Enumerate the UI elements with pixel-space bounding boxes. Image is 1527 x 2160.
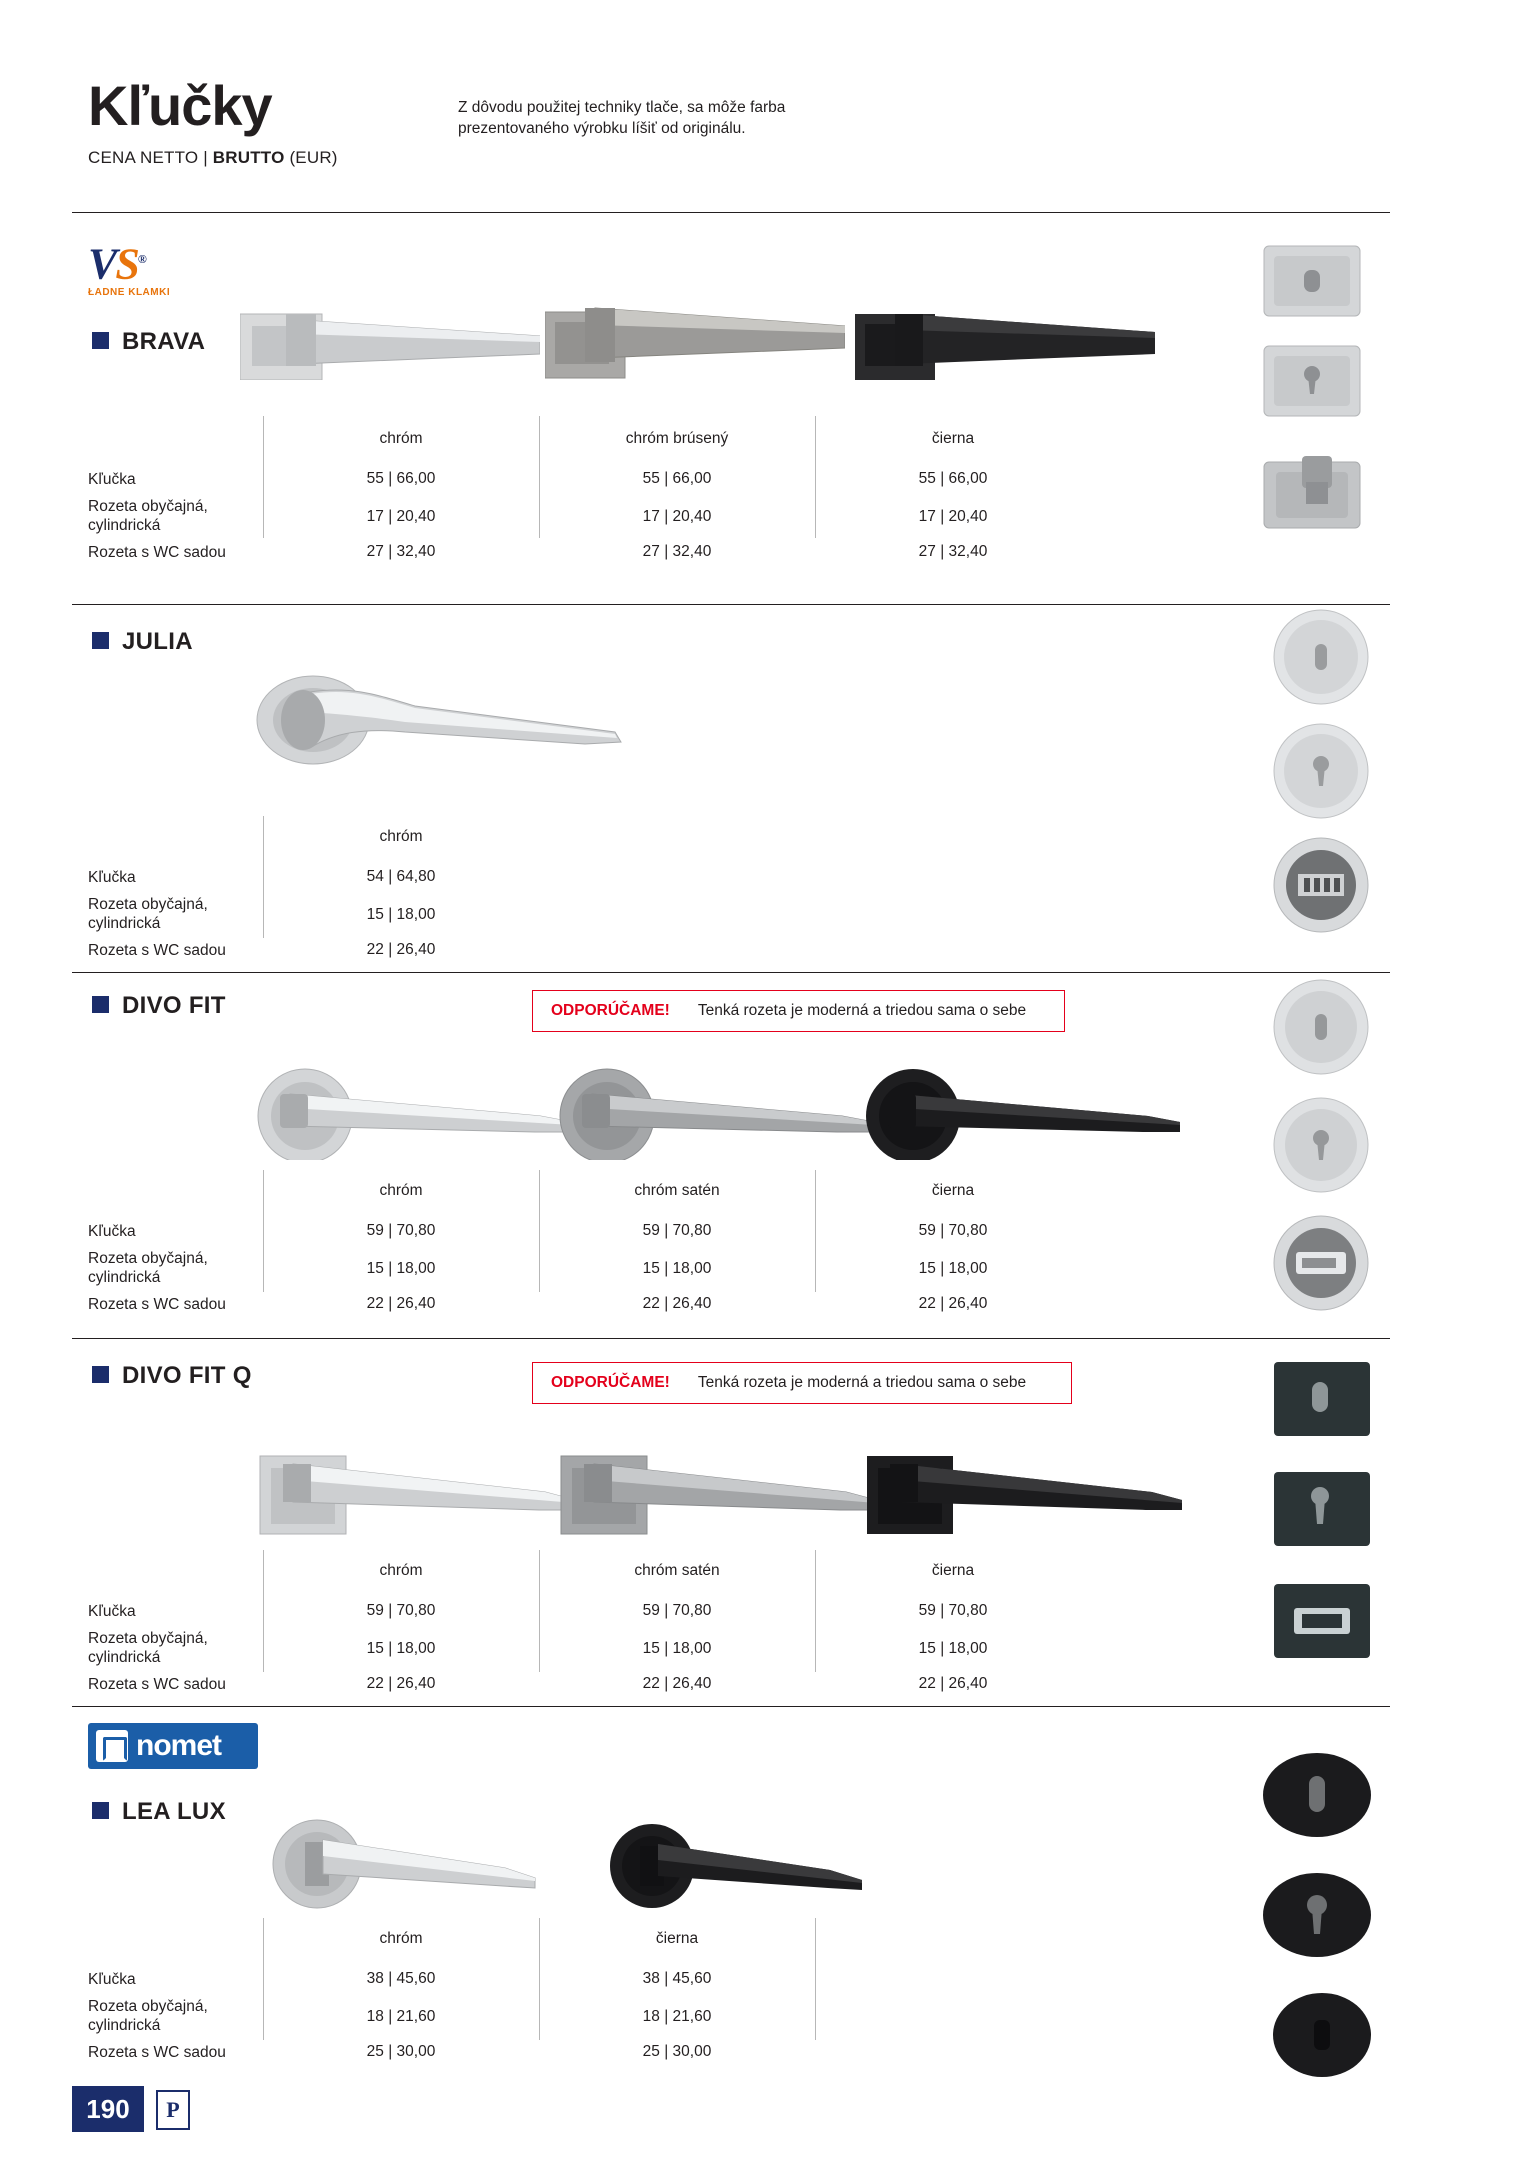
price-handle-2: 59 | 70,80: [642, 1222, 712, 1239]
price-wc-1: 25 | 30,00: [366, 2043, 436, 2060]
product-image-lealux-black: [600, 1820, 890, 1912]
rosette-image-divofit-plain: [1272, 978, 1370, 1081]
price-table-divofit: [88, 1182, 1088, 1322]
page-header: [88, 74, 1438, 168]
model-title-julia: [92, 628, 193, 656]
recommend-banner-divofitq: [532, 1362, 1072, 1404]
price-rosette-2: 18 | 21,60: [642, 2008, 712, 2025]
price-rosette-3: 15 | 18,00: [918, 1260, 988, 1277]
price-rosette-1: 15 | 18,00: [366, 906, 436, 923]
row-label-rosette-line2: cylindrická: [88, 1269, 161, 1287]
rosette-image-divofit-cylinder: [1272, 1096, 1370, 1199]
model-title-lealux: [92, 1798, 226, 1826]
recommend-banner-divofit: [532, 990, 1065, 1032]
row-label-rosette: [88, 497, 263, 536]
model-title-divofit: [92, 992, 226, 1020]
column-header-finish-3: čierna: [931, 1562, 975, 1579]
row-label-wc: Rozeta s WC sadou: [88, 544, 226, 561]
publisher-logo: P: [156, 2090, 190, 2130]
price-handle-2: 59 | 70,80: [642, 1602, 712, 1619]
product-image-brava-brushed: [545, 296, 845, 380]
price-wc-2: 22 | 26,40: [642, 1295, 712, 1312]
price-wc-1: 22 | 26,40: [366, 941, 436, 958]
row-label-rosette-line1: Rozeta obyčajná,: [88, 1250, 208, 1267]
rosette-image-julia-cylinder: [1272, 722, 1370, 825]
price-rosette-1: 15 | 18,00: [366, 1260, 436, 1277]
price-handle-3: 55 | 66,00: [918, 470, 988, 487]
divider-brava: [72, 604, 1390, 605]
bullet-square-icon: [92, 1802, 109, 1819]
price-table-divofitq: [88, 1562, 1088, 1702]
row-label-rosette: [88, 1997, 263, 2036]
recommend-text: Tenká rozeta je moderná a triedou sama o sebe: [697, 1002, 1027, 1019]
price-handle-2: 55 | 66,00: [642, 470, 712, 487]
rosette-image-julia-plain: [1272, 608, 1370, 711]
divider-divofitq: [72, 1706, 1390, 1707]
column-header-finish-1: chróm: [379, 1182, 423, 1199]
rosette-image-brava-plain: [1262, 244, 1362, 323]
rosette-image-brava-wc: [1262, 452, 1372, 537]
page-title: Kľučky: [88, 74, 272, 137]
row-label-rosette-line1: Rozeta obyčajná,: [88, 1998, 208, 2015]
price-wc-3: 27 | 32,40: [918, 543, 988, 560]
price-rosette-1: 15 | 18,00: [366, 1640, 436, 1657]
row-label-handle: Kľučka: [88, 1223, 136, 1240]
row-label-handle: Kľučka: [88, 1603, 136, 1620]
model-title-divofit-label: DIVO FIT: [122, 992, 226, 1019]
print-disclaimer: Z dôvodu použitej techniky tlače, sa môže farba prezentovaného výrobku líšiť od originálu.: [458, 99, 786, 137]
brand-logo-nomet: [88, 1723, 258, 1769]
row-label-handle: Kľučka: [88, 1971, 136, 1988]
brand-logo-nomet-label: nomet: [136, 1729, 221, 1762]
row-label-rosette-line2: cylindrická: [88, 1649, 161, 1667]
row-label-rosette-line2: cylindrická: [88, 2017, 161, 2035]
column-header-finish-2: chróm satén: [634, 1182, 720, 1199]
bullet-square-icon: [92, 332, 109, 349]
price-note: [88, 148, 1438, 168]
price-wc-3: 22 | 26,40: [918, 1675, 988, 1692]
rosette-image-brava-cylinder: [1262, 344, 1362, 423]
column-header-finish-3: čierna: [931, 430, 975, 447]
row-label-rosette-line1: Rozeta obyčajná,: [88, 1630, 208, 1647]
nomet-mark-icon: [96, 1730, 128, 1762]
model-title-brava-label: BRAVA: [122, 328, 206, 355]
price-handle-2: 38 | 45,60: [642, 1970, 712, 1987]
price-table-lealux: [88, 1930, 1088, 2070]
rosette-image-lealux-plain: [1262, 1752, 1372, 1843]
price-note-brutto: BRUTTO: [212, 148, 285, 167]
divider-julia: [72, 972, 1390, 973]
price-rosette-2: 17 | 20,40: [642, 508, 712, 525]
price-wc-1: 22 | 26,40: [366, 1295, 436, 1312]
price-wc-2: 22 | 26,40: [642, 1675, 712, 1692]
product-image-lealux-chrome: [265, 1812, 565, 1912]
recommend-text: Tenká rozeta je moderná a triedou sama o sebe: [697, 1374, 1027, 1391]
rosette-image-divofit-wc: [1272, 1214, 1370, 1317]
table-divider: [815, 1918, 816, 2040]
price-handle-1: 54 | 64,80: [366, 868, 436, 885]
product-image-divofit-black: [858, 1068, 1188, 1160]
rosette-image-lealux-cylinder: [1262, 1872, 1372, 1963]
divider-header: [72, 212, 1390, 213]
bullet-square-icon: [92, 996, 109, 1013]
column-header-finish-1: chróm: [379, 430, 423, 447]
price-rosette-2: 15 | 18,00: [642, 1640, 712, 1657]
rosette-image-lealux-wc: [1272, 1992, 1372, 2083]
price-wc-2: 27 | 32,40: [642, 543, 712, 560]
row-label-rosette: [88, 1629, 263, 1668]
price-handle-3: 59 | 70,80: [918, 1222, 988, 1239]
price-rosette-3: 15 | 18,00: [918, 1640, 988, 1657]
product-image-divofitq-chrome: [255, 1448, 585, 1538]
row-label-rosette-line1: Rozeta obyčajná,: [88, 498, 208, 515]
row-label-rosette-line1: Rozeta obyčajná,: [88, 896, 208, 913]
row-label-wc: Rozeta s WC sadou: [88, 942, 226, 959]
price-table-julia: [88, 828, 1088, 968]
row-label-rosette-line2: cylindrická: [88, 517, 161, 535]
price-wc-3: 22 | 26,40: [918, 1295, 988, 1312]
model-title-divofitq-label: DIVO FIT Q: [122, 1362, 252, 1389]
model-title-divofitq: [92, 1362, 252, 1390]
product-image-brava-chrome: [240, 300, 540, 380]
price-wc-1: 27 | 32,40: [366, 543, 436, 560]
product-image-brava-black: [855, 300, 1155, 380]
product-image-divofitq-black: [862, 1448, 1192, 1538]
model-title-brava: [92, 328, 205, 356]
price-wc-1: 22 | 26,40: [366, 1675, 436, 1692]
price-handle-1: 59 | 70,80: [366, 1602, 436, 1619]
price-rosette-1: 18 | 21,60: [366, 2008, 436, 2025]
recommend-tag: ODPORÚČAME!: [551, 1374, 670, 1391]
row-label-rosette: [88, 1249, 263, 1288]
model-title-julia-label: JULIA: [122, 628, 193, 655]
row-label-rosette: [88, 895, 263, 934]
price-handle-1: 55 | 66,00: [366, 470, 436, 487]
column-header-finish-1: chróm: [379, 1930, 423, 1947]
price-table-brava: [88, 430, 1088, 570]
bullet-square-icon: [92, 632, 109, 649]
bullet-square-icon: [92, 1366, 109, 1383]
price-wc-2: 25 | 30,00: [642, 2043, 712, 2060]
rosette-image-divofitq-wc: [1272, 1582, 1372, 1665]
price-rosette-3: 17 | 20,40: [918, 508, 988, 525]
recommend-tag: ODPORÚČAME!: [551, 1002, 670, 1019]
column-header-finish-2: čierna: [655, 1930, 699, 1947]
product-image-divofit-chrome: [250, 1068, 580, 1160]
row-label-handle: Kľučka: [88, 869, 136, 886]
page-number: 190: [72, 2086, 144, 2132]
column-header-finish-1: chróm: [379, 1562, 423, 1579]
column-header-finish-3: čierna: [931, 1182, 975, 1199]
row-label-wc: Rozeta s WC sadou: [88, 1296, 226, 1313]
rosette-image-divofitq-cylinder: [1272, 1470, 1372, 1553]
price-note-sep: |: [198, 148, 213, 167]
price-note-eur: (EUR): [284, 148, 338, 167]
brand-logo-vs: [88, 238, 208, 300]
row-label-wc: Rozeta s WC sadou: [88, 2044, 226, 2061]
row-label-wc: Rozeta s WC sadou: [88, 1676, 226, 1693]
product-image-divofit-satin: [552, 1068, 882, 1160]
price-handle-1: 38 | 45,60: [366, 1970, 436, 1987]
row-label-handle: Kľučka: [88, 471, 136, 488]
column-header-finish-2: chróm brúsený: [625, 430, 729, 447]
brand-logo-vs-tagline: ŁADNE KLAMKI: [88, 286, 171, 298]
price-rosette-1: 17 | 20,40: [366, 508, 436, 525]
column-header-finish-2: chróm satén: [634, 1562, 720, 1579]
brand-logo-vs-text: VS®: [88, 239, 145, 289]
row-label-rosette-line2: cylindrická: [88, 915, 161, 933]
price-handle-1: 59 | 70,80: [366, 1222, 436, 1239]
product-image-julia-chrome: [255, 670, 625, 770]
rosette-image-julia-wc: [1272, 836, 1370, 939]
price-handle-3: 59 | 70,80: [918, 1602, 988, 1619]
rosette-image-divofitq-plain: [1272, 1360, 1372, 1443]
divider-divofit: [72, 1338, 1390, 1339]
price-rosette-2: 15 | 18,00: [642, 1260, 712, 1277]
model-title-lealux-label: LEA LUX: [122, 1798, 226, 1825]
column-header-finish-1: chróm: [379, 828, 423, 845]
product-image-divofitq-satin: [556, 1448, 886, 1538]
price-note-net: CENA NETTO: [88, 148, 199, 167]
